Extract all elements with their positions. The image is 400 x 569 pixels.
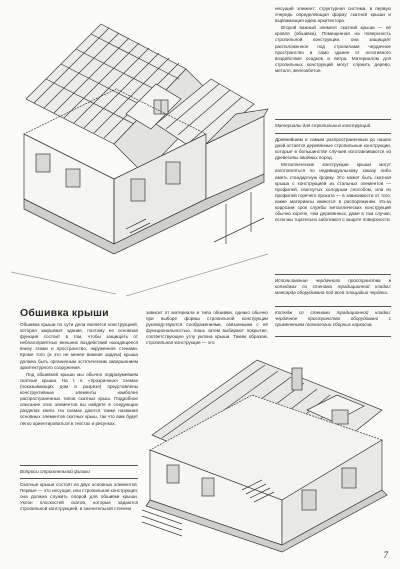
page-number: 7 xyxy=(383,550,388,560)
cutaway-house-top-illustration xyxy=(6,4,274,304)
middle-paragraph-1: зависит от материала и типа обшивки, однако обычно при выборе формы стропильной конструкции руководствуются соображениями, связанными с её функциональностью, лишь затем выбирают покрытие, соответствующее углу уклона крыши. Таким образом, стропильная конструкция — это xyxy=(146,310,268,346)
left-paragraph-2: Под обшивкой крыши мы обычно подразумеваем скатные крыши. На т. н. «прозрачных» схемах (показывающих дом в разрезе) представлены конструктивные элементы наиболее распространенных типов скатных крыш. Подробное описание этих элементов вы найдете в следующих разделах книги. На схемах даются также названия основных элементов скатных крыш, так что вам будет легко ориентироваться в текстах и рисунках. xyxy=(20,371,138,426)
right-paragraph-4: Металлические конструкции крыши могут изготовляться по индивидуальному заказу либо иметь стандартную форму. Это может быть скатная крыша с конструкцией из стальных элементов — профилей, изогнутых холодным способом, или из профилей горячего проката — в зависимости от того, какие материалы имеются в распоряжении. Из-за коррозии срок службы металлических конструкций обычно короче, чем деревянных, даже в том случае, если мы тщательно заботимся о защите поверхности. xyxy=(275,162,391,223)
caption-prefab-frame: Котедж со стенами традиционной кладки: чердачное пространство оборудовано с применением технологии сборных каркасов. xyxy=(275,310,391,328)
left-paragraph-3: Скатные крыши состоят из двух основных элементов. Первые — это несущая, или стропильная конструкция; она должна служить опорой для обшивки крыши. Уклон плоскостей скатов, которые задаются стропильной конструкцией, в значительной степени xyxy=(20,482,138,512)
right-column xyxy=(275,6,391,75)
left-section-title: Вопросы строительной физики xyxy=(20,469,90,474)
caption-attic-use: Использование чердачного пространства в котеджах со стенами традиционной кладки: мансарда оборудована под всей площадью чердака. xyxy=(275,278,391,296)
divider-right-top xyxy=(275,119,391,120)
right-paragraph-1: несущий элемент: структурная система, в первую очередь определяющая форму скатной крыши и выражающая идею архитектора. xyxy=(275,6,391,24)
right-section-title: Материалы для стропильных конструкций xyxy=(275,123,371,128)
right-paragraph-3: Древнейшим и самым распространенным до наших дней остается деревянные стропильные конструкции, которые в большинстве случаев изготавливаются из древесины хвойных пород. xyxy=(275,137,391,161)
right-paragraph-2: Второй важный элемент скатной крыши — её кровля (обшивка). Помещенная на поверхность стропильной конструкции, она защищает расположенное под стропилами чердачное пространство и само здание от негативного воздействия осадков и ветра. Материалом для стропильных конструкций могут служить дерево, металл, железобетон. xyxy=(275,25,391,73)
section-heading: Обшивка крыши xyxy=(20,307,109,319)
right-column-materials xyxy=(275,137,391,224)
divider-right-bottom xyxy=(275,336,391,337)
divider-right-mid xyxy=(275,133,391,134)
left-column-lower xyxy=(20,482,138,513)
divider-left-section2 xyxy=(20,478,138,479)
divider-right-caption xyxy=(275,274,391,275)
cutaway-house-bottom-illustration xyxy=(142,340,394,558)
left-column xyxy=(20,322,138,428)
left-paragraph-1: Обшивка крыши по сути дела является конструкцией, которая закрывает здание, поэтому ее основная функция состоит в том, чтобы защищать от неблагоприятных внешних воздействий находящееся внизу этажи и пространство, окруженное стенами. Кроме того (и это не менее важная задача) крыша должна быть органичным эстетическим завершением архитектурного сооружения. xyxy=(20,322,138,370)
divider-right-caption2 xyxy=(275,306,391,307)
divider-left-section xyxy=(20,465,138,466)
